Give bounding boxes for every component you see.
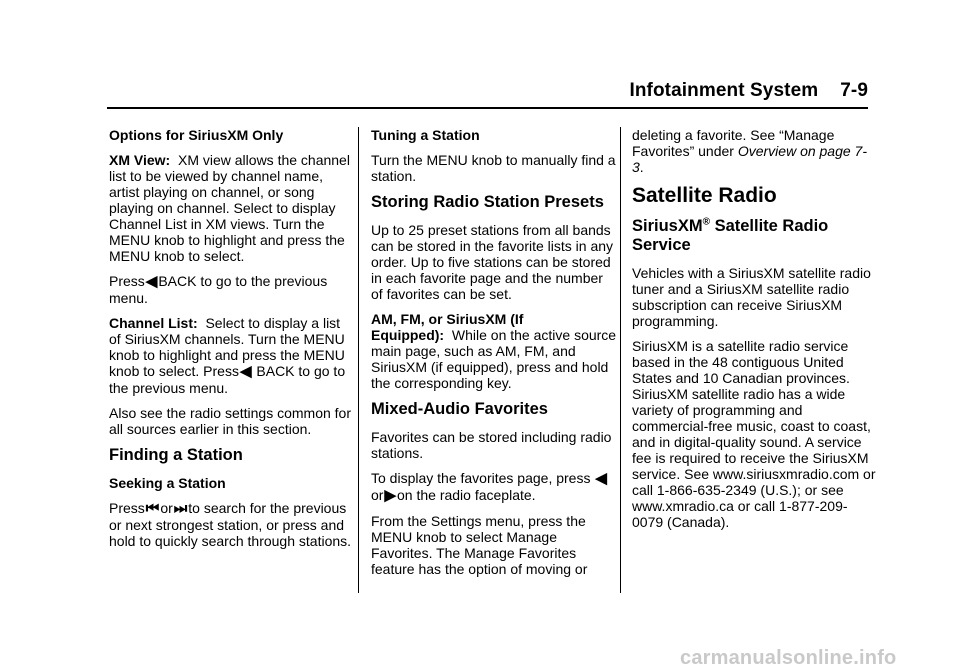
sirius-heading: [632, 217, 878, 255]
display-or: or: [371, 487, 384, 503]
vehicles-text: Vehicles with a SiriusXM satellite radio tuner and a SiriusXM satellite radio subscription can receive SiriusXM programming.: [632, 265, 871, 329]
press-word: Press: [109, 273, 145, 289]
section-title: Infotainment System: [629, 80, 819, 101]
back-arrow-icon-2: ◀: [239, 363, 252, 380]
mixed-text: Favorites can be stored including radio stations.: [371, 429, 612, 461]
page-number: 7-9: [840, 80, 868, 101]
settings-text: From the Settings menu, press the MENU knob to select Manage Favorites. The Manage Favorites feature has the option of moving or: [371, 513, 588, 577]
seeking-heading: Seeking a Station: [109, 475, 226, 491]
tuning-heading: Tuning a Station: [371, 127, 480, 143]
finding-heading: Finding a Station: [109, 446, 243, 464]
satellite-heading: Satellite Radio: [632, 184, 777, 207]
seek-press: Press: [109, 500, 145, 516]
channel-list-paragraph: [109, 315, 355, 396]
header-rule: [107, 107, 868, 109]
seek-paragraph: [109, 500, 355, 549]
back-text-1: BACK to go to the previous menu.: [109, 273, 328, 306]
xm-view-text: XM view allows the channel list to be viewed by channel name, artist playing on channel, or song playing on channel. Select to display Channel List in XM views. Turn the MENU knob to highlight and press the MENU knob to select.: [109, 152, 350, 264]
storing-text: Up to 25 preset stations from all bands can be stored in the favorite lists in any order. Up to five stations can be stored in each favorite page and the number of favorites can be set.: [371, 222, 614, 302]
overview-link[interactable]: Overview on page 7-3: [632, 143, 868, 175]
period: .: [639, 159, 644, 175]
amfm-paragraph: [371, 311, 617, 391]
seek-back-icon: ⏮: [145, 500, 160, 517]
options-heading: Options for SiriusXM Only: [109, 127, 284, 143]
column-divider-2: [620, 127, 621, 593]
page-header: [629, 80, 868, 102]
seek-or: or: [160, 500, 173, 516]
service-text: SiriusXM is a satellite radio service based in the 48 contiguous United States and 10 Canadian provinces. SiriusXM satellite radio has a wide variety of programming and commercial-free music, coast to coast, and in digital-quality sound. A service fee is required to receive the SiriusXM service. See www.siriusxmradio.com or call 1-866-635-2349 (U.S.); or see www.xmradio.ca or call 1-877-209-0079 (Canada).: [632, 338, 876, 530]
amfm-label: AM, FM, or SiriusXM (If Equipped):: [371, 311, 524, 343]
display-text-a: To display the favorites page, press: [371, 470, 591, 486]
mixed-heading: Mixed-Audio Favorites: [371, 400, 548, 418]
column-2: [371, 127, 617, 586]
also-see-paragraph: Also see the radio settings common for all sources earlier in this section.: [109, 405, 352, 437]
channel-list-text: Select to display a list of SiriusXM channels. Turn the MENU knob to highlight and press the MENU knob to select. Press: [109, 315, 345, 379]
channel-list-label: Channel List:: [109, 315, 198, 331]
sirius-heading-b: Satellite Radio Service: [632, 217, 829, 254]
right-arrow-icon: ▶: [384, 487, 396, 504]
back-paragraph-1: [109, 273, 355, 306]
column-1: [109, 127, 355, 558]
display-text-b: on the radio faceplate.: [397, 487, 536, 503]
storing-heading: Storing Radio Station Presets: [371, 193, 604, 211]
tuning-text: Turn the MENU knob to manually find a station.: [371, 152, 616, 184]
column-divider-1: [358, 127, 359, 593]
deleting-text: deleting a favorite. See “Manage Favorites” under: [632, 127, 835, 159]
display-paragraph: [371, 470, 617, 504]
sirius-heading-a: SiriusXM: [632, 217, 703, 235]
back-text-2: BACK to go to the previous menu.: [109, 363, 346, 396]
deleting-paragraph: [632, 127, 878, 175]
back-arrow-icon: ◀: [145, 273, 158, 290]
registered-mark: ®: [702, 216, 710, 228]
xm-view-paragraph: [109, 152, 355, 264]
seek-text: to search for the previous or next strongest station, or press and hold to quickly search through stations.: [109, 500, 352, 549]
left-arrow-icon: ◀: [595, 470, 607, 487]
seek-forward-icon: ⏭: [173, 500, 188, 517]
amfm-text: While on the active source main page, such as AM, FM, and SiriusXM (if equipped), press and hold the corresponding key.: [371, 327, 617, 391]
column-3: [632, 127, 878, 539]
watermark: carmanualsonline.info: [680, 647, 897, 669]
xm-view-label: XM View:: [109, 152, 171, 168]
